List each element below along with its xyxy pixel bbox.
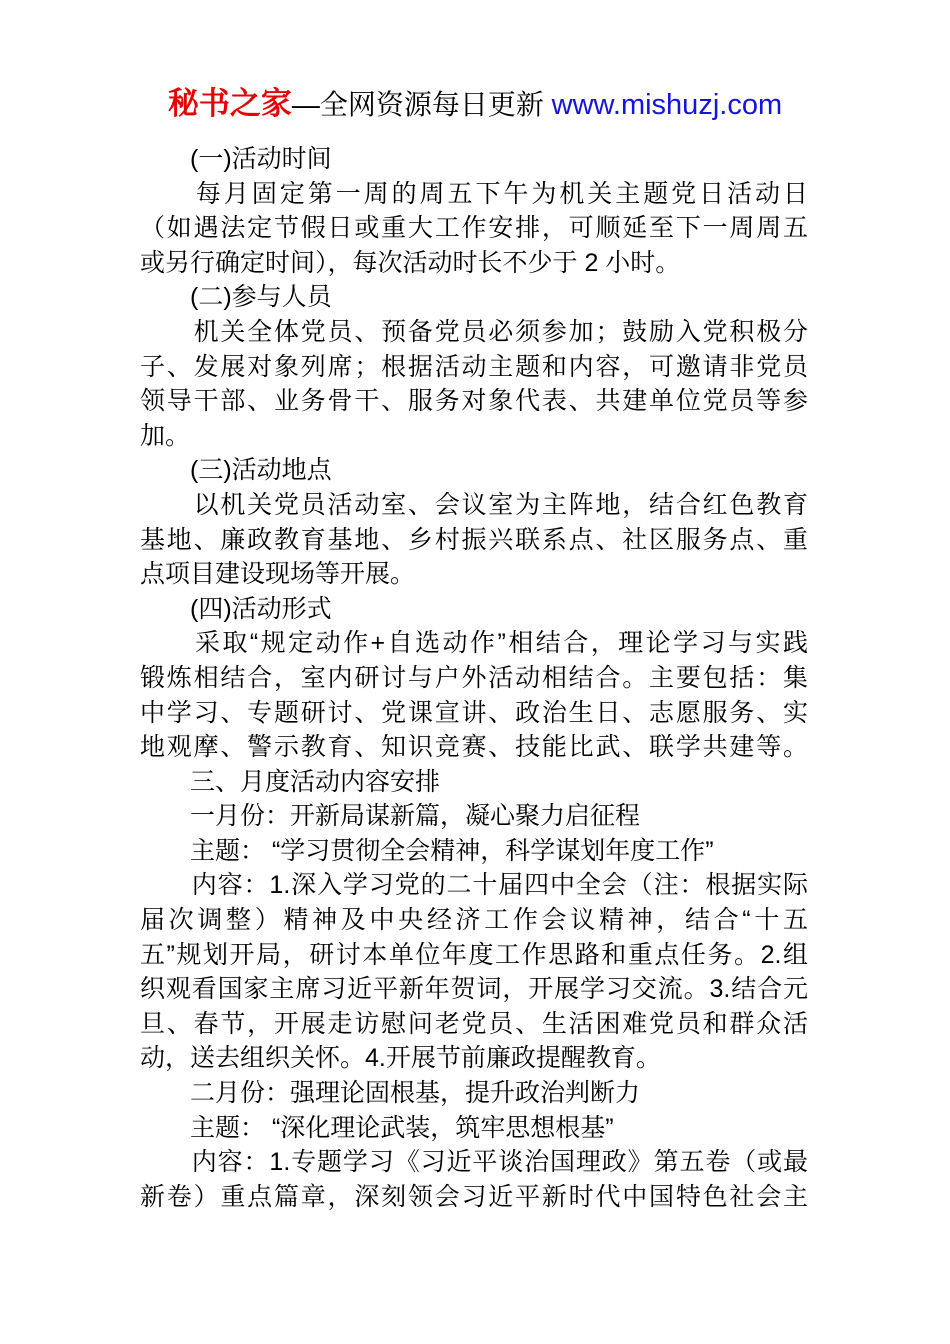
text-line: 旦、春节，开展走访慰问老党员、生活困难党员和群众活 xyxy=(140,1009,808,1038)
text-line: 主题： “深化理论武装，筑牢思想根基” xyxy=(140,1113,614,1142)
text-line: 二月份：强理论固根基，提升政治判断力 xyxy=(140,1079,641,1108)
text-line: 或另行确定时间），每次活动时长不少于 2 小时。 xyxy=(140,248,681,277)
text-line: (二)参与人员 xyxy=(140,283,332,312)
text-line: 届次调整）精神及中央经济工作会议精神，结合“十五 xyxy=(140,906,808,935)
site-watermark-header xyxy=(0,86,950,128)
text-line: 子、发展对象列席；根据活动主题和内容，可邀请非党员 xyxy=(140,352,808,381)
text-line: 五”规划开局，研讨本单位年度工作思路和重点任务。2.组 xyxy=(140,940,808,969)
text-line: 织观看国家主席习近平新年贺词，开展学习交流。3.结合元 xyxy=(140,975,808,1004)
text-line: 三、月度活动内容安排 xyxy=(140,767,441,796)
text-line: 机关全体党员、预备党员必须参加；鼓励入党积极分 xyxy=(140,317,808,346)
text-line: 点项目建设现场等开展。 xyxy=(140,560,416,589)
text-line: 主题： “学习贯彻全会精神，科学谋划年度工作” xyxy=(140,836,714,865)
text-line: (一)活动时间 xyxy=(140,145,332,173)
text-line: 以机关党员活动室、会议室为主阵地，结合红色教育 xyxy=(140,490,808,519)
site-url-link[interactable]: www.mishuzj.com xyxy=(551,89,783,121)
text-line: 基地、廉政教育基地、乡村振兴联系点、社区服务点、重 xyxy=(140,525,808,554)
site-tagline: —全网资源每日更新 xyxy=(291,89,552,120)
site-brand: 秘书之家 xyxy=(167,86,292,121)
text-line: 采取“规定动作+自选动作”相结合，理论学习与实践 xyxy=(140,629,808,658)
text-line: 地观摩、警示教育、知识竞赛、技能比武、联学共建等。 xyxy=(140,733,808,762)
text-line: 加。 xyxy=(140,421,191,450)
text-line: (四)活动形式 xyxy=(140,594,332,623)
text-line: 每月固定第一周的周五下午为机关主题党日活动日 xyxy=(140,179,808,208)
text-line: 中学习、专题研讨、党课宣讲、政治生日、志愿服务、实 xyxy=(140,698,808,727)
document-body-text xyxy=(140,142,808,1214)
text-line: 内容：1.专题学习《习近平谈治国理政》第五卷（或最 xyxy=(140,1148,808,1177)
text-line: 动，送去组织关怀。4.开展节前廉政提醒教育。 xyxy=(140,1044,661,1073)
text-line: （如遇法定节假日或重大工作安排，可顺延至下一周周五 xyxy=(140,214,808,243)
text-line: 新卷）重点篇章，深刻领会习近平新时代中国特色社会主 xyxy=(140,1182,808,1211)
text-line: 锻炼相结合，室内研讨与户外活动相结合。主要包括：集 xyxy=(140,663,808,692)
text-line: 内容：1.深入学习党的二十届四中全会（注：根据实际 xyxy=(140,871,808,900)
text-line: 领导干部、业务骨干、服务对象代表、共建单位党员等参 xyxy=(140,387,808,416)
text-line: 一月份：开新局谋新篇，凝心聚力启征程 xyxy=(140,802,641,831)
text-line: (三)活动地点 xyxy=(140,456,332,485)
